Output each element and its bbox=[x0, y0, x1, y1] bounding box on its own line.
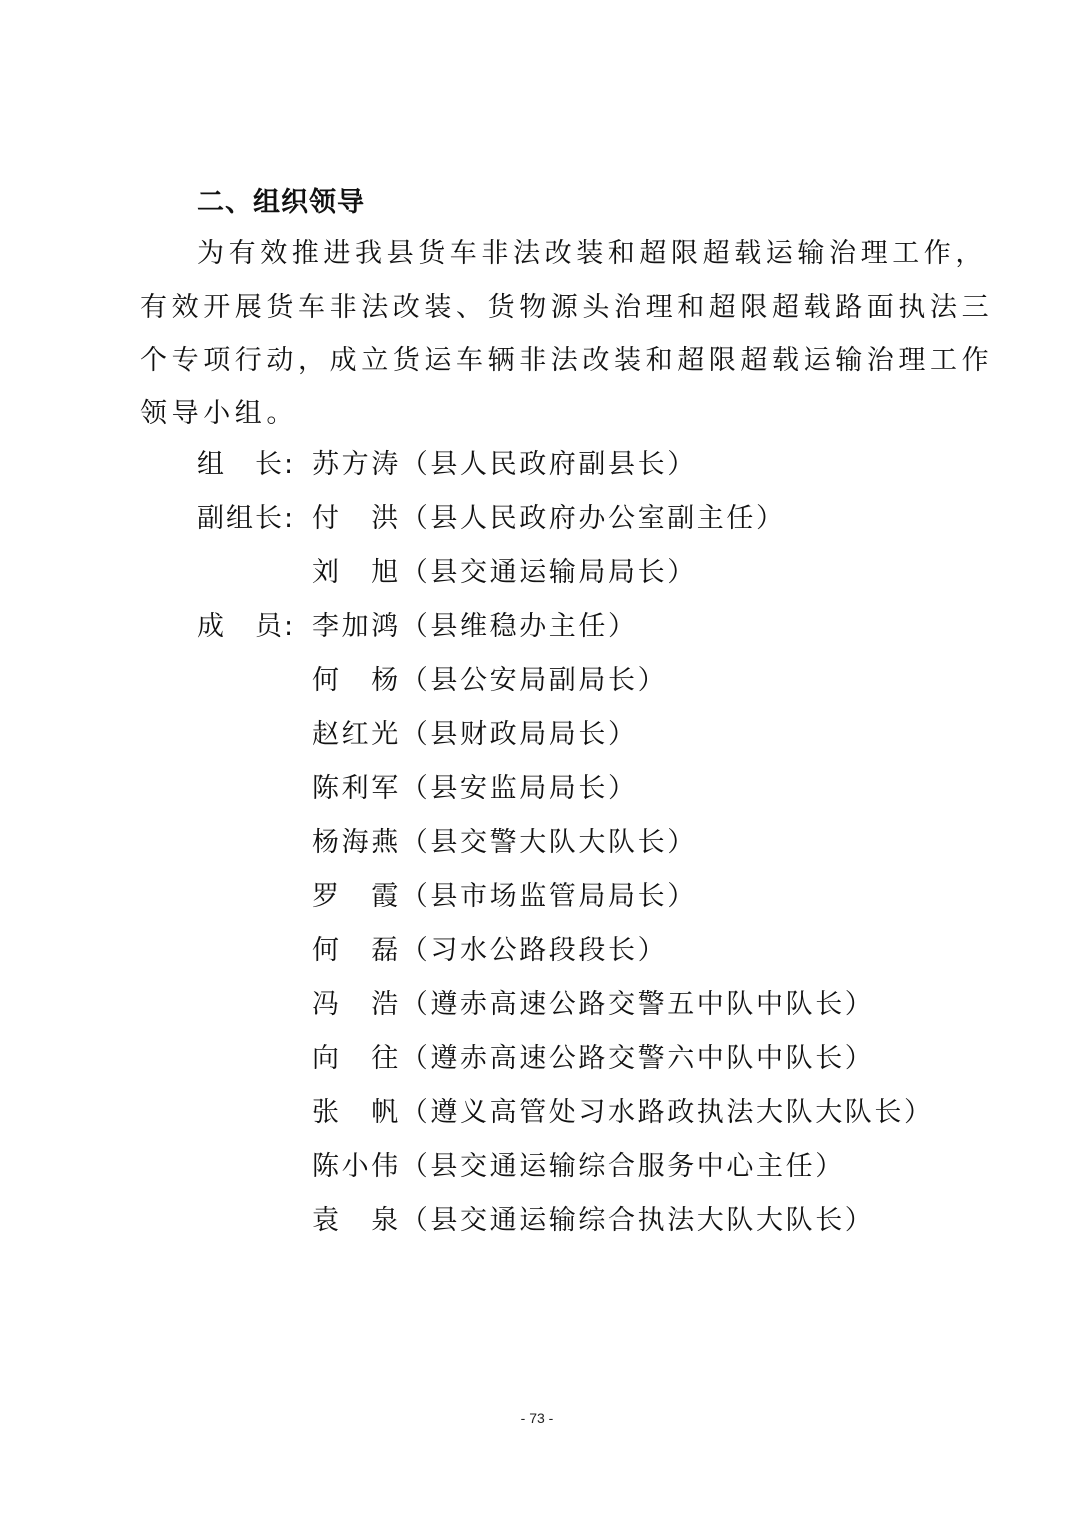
role-deputy-label: 副组长: bbox=[197, 503, 296, 534]
member-entry: 付 洪（县人民政府办公室副主任） bbox=[312, 503, 786, 534]
member-entry: 张 帆（遵义高管处习水路政执法大队大队长） bbox=[312, 1097, 934, 1128]
section-heading: 二、组织领导 bbox=[197, 187, 365, 218]
role-leader-label: 组 长: bbox=[197, 449, 296, 480]
paragraph-line-1: 为有效推进我县货车非法改装和超限超载运输治理工作， bbox=[197, 238, 987, 269]
member-entry: 向 往（遵赤高速公路交警六中队中队长） bbox=[312, 1043, 875, 1074]
paragraph-line-3: 个专项行动，成立货运车辆非法改装和超限超载运输治理工作 bbox=[140, 345, 994, 376]
member-entry: 何 杨（县公安局副局长） bbox=[312, 665, 668, 696]
member-entry: 刘 旭（县交通运输局局长） bbox=[312, 557, 697, 588]
page-number: - 73 - bbox=[520, 1410, 554, 1426]
member-entry: 杨海燕（县交警大队大队长） bbox=[312, 827, 697, 858]
role-members-label: 成 员: bbox=[197, 611, 296, 642]
member-entry: 陈小伟（县交通运输综合服务中心主任） bbox=[312, 1151, 845, 1182]
member-entry: 袁 泉（县交通运输综合执法大队大队长） bbox=[312, 1205, 875, 1236]
member-entry: 冯 浩（遵赤高速公路交警五中队中队长） bbox=[312, 989, 875, 1020]
member-entry: 罗 霞（县市场监管局局长） bbox=[312, 881, 697, 912]
paragraph-line-2: 有效开展货车非法改装、货物源头治理和超限超载路面执法三 bbox=[140, 292, 994, 323]
member-entry: 陈利军（县安监局局长） bbox=[312, 773, 638, 804]
member-entry: 苏方涛（县人民政府副县长） bbox=[312, 449, 697, 480]
member-entry: 赵红光（县财政局局长） bbox=[312, 719, 638, 750]
member-entry: 何 磊（习水公路段段长） bbox=[312, 935, 668, 966]
member-entry: 李加鸿（县维稳办主任） bbox=[312, 611, 638, 642]
paragraph-line-4: 领导小组。 bbox=[140, 398, 298, 429]
